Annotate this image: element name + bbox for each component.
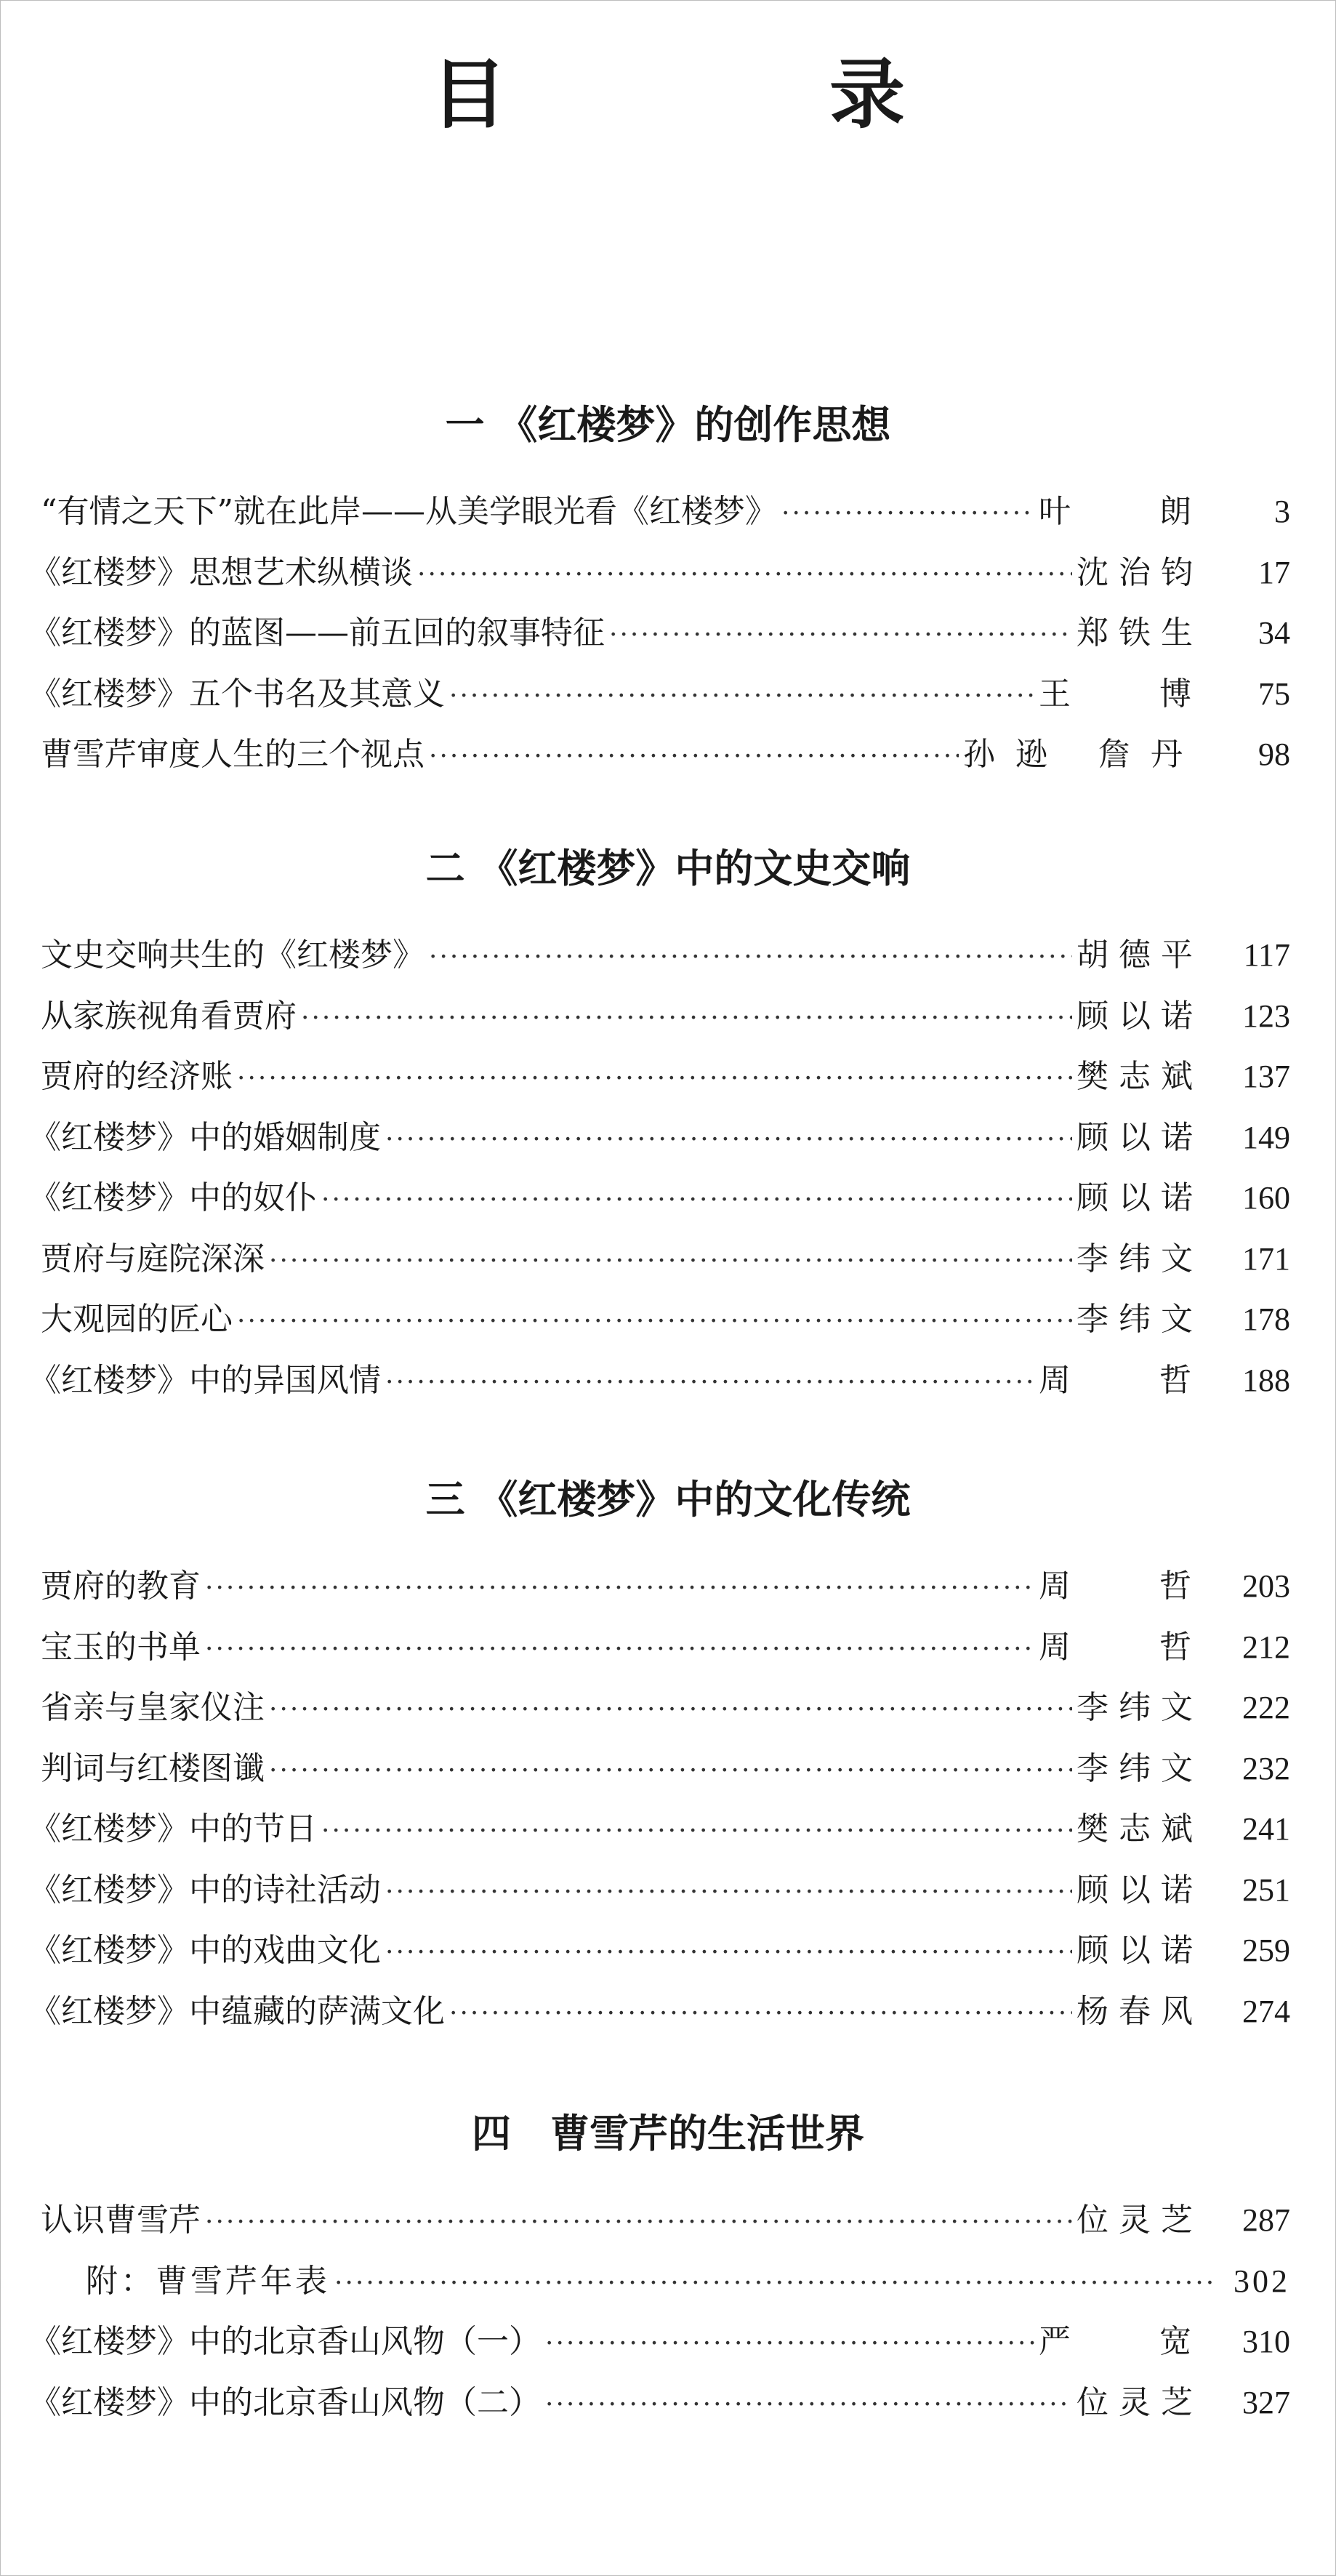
- entry-author: 郑铁生: [1077, 614, 1203, 651]
- toc-entry[interactable]: [0, 1229, 1336, 1290]
- entry-title: 贾府的经济账: [41, 1058, 233, 1095]
- toc-entry[interactable]: [0, 1860, 1336, 1921]
- entry-title: 大观园的匠心: [41, 1301, 233, 1338]
- toc-entry[interactable]: [0, 2251, 1336, 2312]
- dot-leader: [609, 605, 1072, 666]
- entry-title: 《红楼梦》中的婚姻制度: [29, 1118, 381, 1156]
- toc-entry[interactable]: [0, 542, 1336, 603]
- toc-entry[interactable]: [0, 1046, 1336, 1107]
- entry-page-number: 149: [1242, 1119, 1290, 1155]
- entry-author: 顾以诺: [1077, 1932, 1203, 1969]
- entry-page-number: 212: [1242, 1629, 1290, 1665]
- entry-page-number: 310: [1242, 2324, 1290, 2359]
- dot-leader: [385, 1110, 1072, 1171]
- entry-title: 《红楼梦》的蓝图——前五回的叙事特征: [29, 614, 605, 651]
- entry-author: 沈治钧: [1077, 553, 1203, 591]
- dot-leader: [269, 1741, 1072, 1802]
- page-title: 目 录: [430, 49, 1029, 139]
- entry-page-number: 171: [1242, 1240, 1290, 1277]
- toc-entry[interactable]: [0, 2311, 1336, 2372]
- dot-leader: [449, 1983, 1072, 2045]
- entry-author: 王 博: [1039, 675, 1231, 713]
- entry-title: 《红楼梦》中的北京香山风物（一）: [29, 2323, 541, 2360]
- entry-title: 曹雪芹审度人生的三个视点: [41, 736, 424, 773]
- entry-author: 顾以诺: [1077, 1179, 1203, 1216]
- entry-title: 宝玉的书单: [41, 1628, 201, 1666]
- entry-page-number: 75: [1258, 675, 1290, 712]
- entry-author: 顾以诺: [1077, 997, 1203, 1035]
- dot-leader: [237, 1291, 1072, 1352]
- entry-list: [0, 481, 1336, 785]
- entry-author: 樊志斌: [1077, 1810, 1203, 1847]
- entry-title: 附：曹雪芹年表: [86, 2262, 330, 2300]
- entry-list: [0, 2190, 1336, 2433]
- entry-page-number: 232: [1242, 1750, 1290, 1786]
- toc-entry[interactable]: [0, 1107, 1336, 1168]
- dot-leader: [205, 1558, 1034, 1619]
- entry-page-number: 302: [1234, 2263, 1290, 2299]
- toc-entry[interactable]: [0, 1556, 1336, 1617]
- section-heading: 三 《红楼梦》中的文化传统: [425, 1476, 911, 1522]
- dot-leader: [545, 2314, 1034, 2375]
- toc-section: [0, 1473, 1336, 2042]
- entry-title: 《红楼梦》中的奴仆: [29, 1179, 317, 1216]
- toc-entry[interactable]: [0, 1799, 1336, 1860]
- dot-leader: [237, 1048, 1072, 1110]
- entry-author: 李纬文: [1077, 1240, 1203, 1277]
- entry-title: 《红楼梦》中蕴藏的萨满文化: [29, 1992, 445, 2030]
- entry-page-number: 251: [1242, 1871, 1290, 1908]
- entry-title: 省亲与皇家仪注: [41, 1689, 265, 1726]
- dot-leader: [385, 1352, 1034, 1413]
- section-heading: 二 《红楼梦》中的文史交响: [425, 845, 911, 891]
- entry-author: 周 哲: [1039, 1568, 1231, 1605]
- toc-entry[interactable]: [0, 925, 1336, 986]
- dot-leader: [205, 1619, 1034, 1680]
- entry-page-number: 117: [1243, 937, 1290, 973]
- toc-entry[interactable]: [0, 481, 1336, 542]
- entry-list: [0, 1556, 1336, 2042]
- entry-title: 《红楼梦》中的北京香山风物（二）: [29, 2383, 541, 2421]
- entry-author: 樊志斌: [1077, 1058, 1203, 1095]
- entry-page-number: 327: [1242, 2384, 1290, 2420]
- entry-page-number: 137: [1242, 1059, 1290, 1094]
- section-heading: 一 《红楼梦》的创作思想: [445, 401, 891, 448]
- entry-page-number: 222: [1242, 1690, 1290, 1725]
- entry-page-number: 34: [1258, 615, 1290, 651]
- entry-title: 《红楼梦》思想艺术纵横谈: [29, 553, 413, 591]
- toc-entry[interactable]: [0, 603, 1336, 664]
- entry-author: 李纬文: [1077, 1301, 1203, 1338]
- entry-author: 周 哲: [1039, 1361, 1231, 1399]
- toc-entry[interactable]: [0, 2372, 1336, 2433]
- dot-leader: [385, 1862, 1072, 1923]
- entry-title: 贾府的教育: [41, 1568, 201, 1605]
- entry-author: 胡德平: [1077, 936, 1203, 974]
- entry-page-number: 259: [1242, 1933, 1290, 1968]
- entry-author: 叶 朗: [1039, 493, 1231, 530]
- entry-page-number: 188: [1242, 1362, 1290, 1398]
- entry-author: 周 哲: [1039, 1628, 1231, 1666]
- toc-entry[interactable]: [0, 1350, 1336, 1411]
- entry-title: 从家族视角看贾府: [41, 997, 297, 1035]
- toc-entry[interactable]: [0, 986, 1336, 1047]
- toc-entry[interactable]: [0, 1677, 1336, 1738]
- entry-title: 贾府与庭院深深: [41, 1240, 265, 1277]
- toc-section: [0, 398, 1336, 785]
- entry-title: 文史交响共生的《红楼梦》: [41, 936, 424, 974]
- toc-entry[interactable]: [0, 1617, 1336, 1678]
- toc-entry[interactable]: [0, 664, 1336, 725]
- entry-page-number: 3: [1274, 494, 1290, 529]
- entry-page-number: 287: [1242, 2202, 1290, 2238]
- entry-title: 《红楼梦》中的戏曲文化: [29, 1932, 381, 1969]
- entry-author: 杨春风: [1077, 1992, 1203, 2030]
- dot-leader: [781, 483, 1034, 545]
- entry-author: 李纬文: [1077, 1749, 1203, 1787]
- entry-list: [0, 925, 1336, 1411]
- entry-author: 李纬文: [1077, 1689, 1203, 1726]
- entry-page-number: 160: [1242, 1180, 1290, 1216]
- entry-author: 位灵芝: [1077, 2383, 1203, 2421]
- toc-entry[interactable]: [0, 2190, 1336, 2251]
- toc-entry[interactable]: [0, 1981, 1336, 2042]
- entry-author: 顾以诺: [1077, 1871, 1203, 1909]
- entry-author: 顾以诺: [1077, 1118, 1203, 1156]
- entry-page-number: 98: [1258, 737, 1290, 772]
- toc-entry[interactable]: [0, 1289, 1336, 1350]
- dot-leader: [205, 2192, 1072, 2253]
- dot-leader: [545, 2375, 1072, 2436]
- entry-title: 《红楼梦》中的诗社活动: [29, 1871, 381, 1909]
- entry-page-number: 17: [1258, 554, 1290, 590]
- dot-leader: [429, 927, 1072, 988]
- dot-leader: [449, 666, 1034, 727]
- entry-title: “有情之天下”就在此岸——从美学眼光看《红楼梦》: [41, 493, 777, 530]
- dot-leader: [429, 726, 959, 787]
- toc-entry[interactable]: [0, 724, 1336, 785]
- dot-leader: [385, 1922, 1072, 1983]
- dot-leader: [301, 988, 1072, 1049]
- entry-author: 严 宽: [1039, 2323, 1231, 2360]
- dot-leader: [334, 2253, 1216, 2314]
- entry-title: 《红楼梦》中的异国风情: [29, 1361, 381, 1399]
- dot-leader: [269, 1680, 1072, 1741]
- dot-leader: [269, 1231, 1072, 1292]
- entry-page-number: 241: [1242, 1811, 1290, 1847]
- entry-page-number: 203: [1242, 1568, 1290, 1604]
- dot-leader: [321, 1170, 1072, 1231]
- entry-author: 位灵芝: [1077, 2202, 1203, 2239]
- entry-title: 《红楼梦》中的节日: [29, 1810, 317, 1847]
- entry-title: 《红楼梦》五个书名及其意义: [29, 675, 445, 713]
- toc-entry[interactable]: [0, 1738, 1336, 1799]
- entry-page-number: 178: [1242, 1301, 1290, 1337]
- entry-page-number: 274: [1242, 1993, 1290, 2029]
- toc-section: [0, 842, 1336, 1411]
- dot-leader: [417, 545, 1072, 606]
- toc-entry[interactable]: [0, 1920, 1336, 1981]
- dot-leader: [321, 1801, 1072, 1862]
- entry-title: 认识曹雪芹: [41, 2202, 201, 2239]
- entry-page-number: 123: [1242, 998, 1290, 1034]
- entry-title: 判词与红楼图谶: [41, 1749, 265, 1787]
- section-heading: 四 曹雪芹的生活世界: [472, 2110, 864, 2156]
- toc-entry[interactable]: [0, 1168, 1336, 1229]
- toc-section: [0, 2107, 1336, 2433]
- entry-author: 孙逊 詹丹: [963, 736, 1203, 773]
